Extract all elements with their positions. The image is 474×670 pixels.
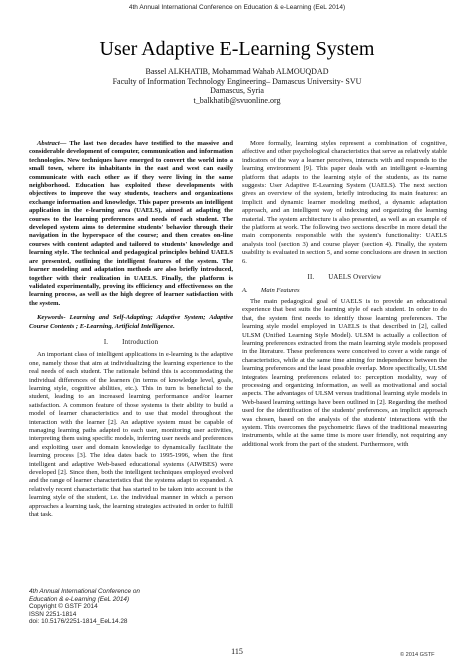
footer-issn: ISSN 2251-1814 xyxy=(29,610,77,618)
right-column xyxy=(242,140,447,449)
abstract xyxy=(29,140,233,308)
footer-publication-info xyxy=(29,588,229,626)
section-title-overview: II. UAELS Overview xyxy=(307,274,382,282)
subsection-title-main-features: A. Main Features xyxy=(242,286,300,294)
abstract-label: Abstract— xyxy=(37,140,67,147)
introduction-continued-text: More formally, learning styles represent a combination of cognitive, affective and other psychological characteristics that serve as relatively stable indicators of the way a learner perceives, interacts with and responds to the learning environment [9]. This paper deals with an intelligent e-learning platform that adapts to the learning style of the students, as its name suggests: User Adaptive E-Learning System (UAELS). The next section gives an overview of the system, briefly introducing its main features: an implicit and dynamic learner modeling method, a dynamic adaptation approach, and an intelligent way of indexing and organizing the learning material. The system architecture is also presented, as well as an example of the platform at work. The following two sections describe in more detail the main components responsible with the system's functionality: UAELS analysis tool (section 3) and course player (section 4). Finally, the system usability is evaluated in section 5, and some conclusions are drawn in section 6. xyxy=(242,140,447,265)
author-names: Bassel ALKHATIB, Mohammad Wahab ALMOUQDAD xyxy=(145,67,329,76)
left-column xyxy=(29,140,233,519)
keywords: Keywords- Learning and Self-Adapting; Adaptive System; Adaptive Course Contents ; E-Learning, Artificial Intelligence. xyxy=(29,314,233,330)
author-email: t_balkhatib@svuonline.org xyxy=(193,95,281,105)
author-block xyxy=(0,67,474,105)
author-affiliation: Faculty of Information Technology Engineering– Damascus University- SVU xyxy=(112,76,362,86)
main-features-text: The main pedagogical goal of UAELS is to provide an educational experience that best suits the learning style of each student. In order to do that, the system first needs to identify those learning preferences. The learning style model employed in UAELS is that described in [2], called ULSM (Unified Learning Style Model). ULSM is actually a collection of learning preferences extracted from the main learning style models proposed in the literature. These preferences were conceived to cover a wide range of characteristics, while at the same time aiming for independence between the learning preferences and the least possible overlap. More specifically, ULSM integrates learning preferences related to: perception modality, way of processing and organizing information, as well as motivational and social aspects. The advantages of ULSM versus traditional learning style models in Web-based learning settings have been outlined in [2]. Regarding the method used for the identification of the students' preferences, an implicit approach was chosen, based on the analysis of the students' interactions with the system. This overcomes the psychometric flaws of the traditional measuring instruments, while at the same time is more user friendly, not requiring any additional work from the part of the student. Furthermore, with xyxy=(242,297,447,448)
footer-copyright: Copyright © GSTF 2014 xyxy=(29,603,98,611)
section-title-introduction: I. Introduction xyxy=(103,338,159,346)
footer-conference-line2: Education & e-Learning (EeL 2014) xyxy=(29,595,130,603)
footer-conference-line1: 4th Annual International Conference on xyxy=(29,588,140,595)
footer-copyright-right: © 2014 GSTF xyxy=(400,652,435,658)
introduction-text: An important class of intelligent applications in e-learning is the adaptive one, namely those that aim at individualizing the learning experience to the real needs of each student. The rationale behind this is accommodating the individual differences of the learners (in terms of knowledge level, goals, learning style, cognitive abilities, etc.). This in turn is beneficial to the student, leading to an increased learning performance and/or learner satisfaction. A common feature of those systems is their ability to build a model of learner characteristics and to use that model throughout the interaction with the learner [2]. An adaptive system must be capable of managing learning paths adapted to each user, monitoring user activities, interpreting them using specific models, inferring user needs and preferences and exploiting user and domain knowledge to dynamically facilitate the learning process [3]. The idea dates back to 1995-1996, when the first intelligent and adaptive Web-based educational systems (AIWBES) were developed [2]. Since then, both the intelligent techniques employed evolved and the range of learner characteristics that the systems adapt to expanded. A relatively recent characteristic that has started to be taken into account is the learning style of the student, i.e. the individual manner in which a person approaches a learning task, the learning strategies activated in order to fulfill that task. xyxy=(29,351,233,519)
author-location: Damascus, Syria xyxy=(210,86,264,96)
abstract-text: The last two decades have testified to the massive and considerable development of computer, communication and information technologies. New techniques have emerged to convert the world into a small town, where its inhabitants in the east and west can easily communicate with each other as if they were living in the same neighborhood. Education has exploited these developments with objectives to improve the way students, teachers and organizations exchange information and knowledge. This paper presents an intelligent application in the e-learning area (UAELS), aimed at adapting the courses to the learning preferences and needs of each student. The developed system aims to determine students' behavior through their navigation in the hyperspace of the course; and then creates on-line courses with content adapted and tailored to students' knowledge and learning style. The technical and pedagogical principles behind UAELS are presented, outlining the intelligent features of the system. The learner modeling and adaptation methods are also briefly introduced, together with their realization in UAELS. Finally, the platform is validated experimentally, proving its efficiency and effectiveness on the learning process, as well as the high degree of learner satisfaction with the system. xyxy=(29,140,233,307)
conference-header: 4th Annual International Conference on Education & e-Learning (EeL 2014) xyxy=(128,4,346,11)
page-number: 115 xyxy=(231,647,243,656)
paper-title: User Adaptive E-Learning System xyxy=(99,38,375,60)
footer-doi: doi: 10.5176/2251-1814_EeL14.28 xyxy=(29,618,128,626)
